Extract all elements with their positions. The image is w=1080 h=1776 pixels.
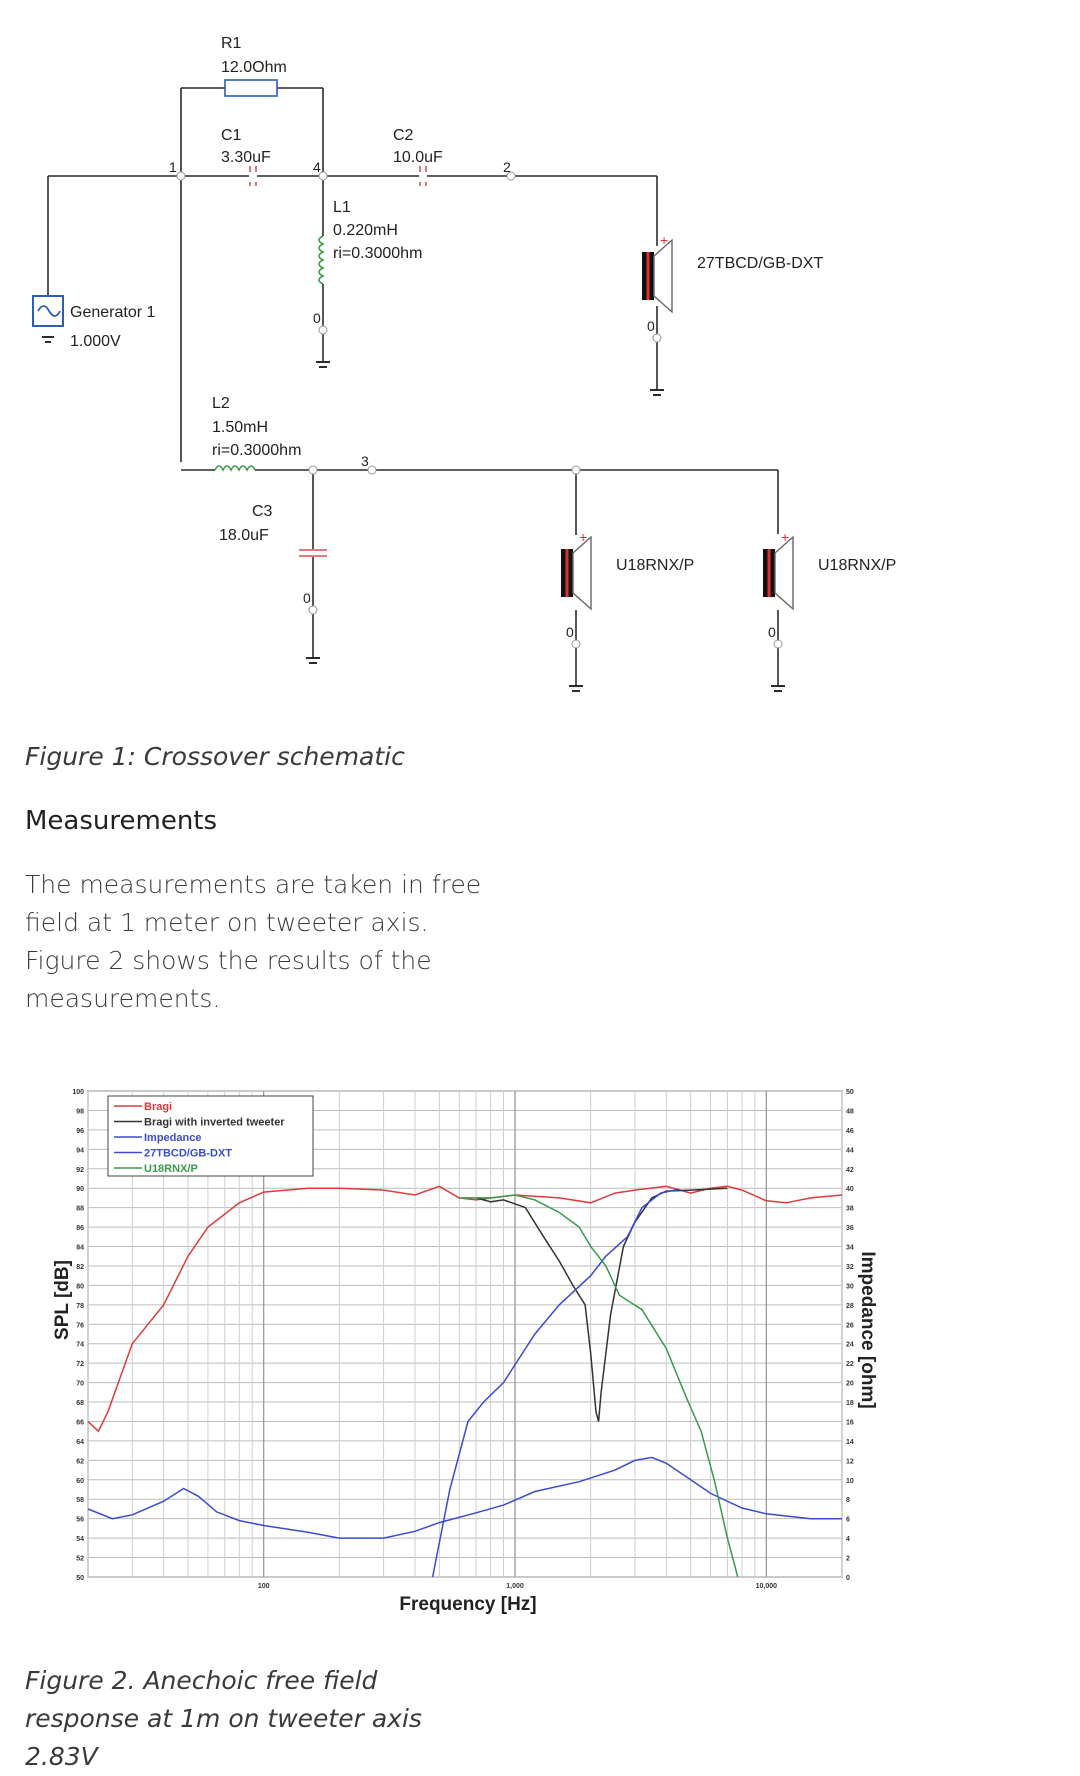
- spl-ticks: [72, 1089, 84, 1582]
- l2-ri: ri=0.3000hm: [212, 442, 302, 459]
- l1-name: L1: [333, 199, 351, 216]
- y-tick-label: 80: [76, 1283, 84, 1291]
- ground-label-woofer1: 0: [566, 624, 574, 640]
- y2-tick-label: 12: [846, 1458, 854, 1466]
- r1-name: R1: [221, 35, 242, 52]
- y-tick-label: 98: [76, 1108, 84, 1116]
- c1-name: C1: [221, 127, 242, 144]
- y-tick-label: 62: [76, 1458, 84, 1466]
- y-tick-label: 86: [76, 1225, 84, 1233]
- y2-axis-label: Impedance [ohm]: [857, 1251, 878, 1409]
- svg-text:+: +: [579, 529, 588, 545]
- y-tick-label: 76: [76, 1322, 84, 1330]
- ground-label-l1: 0: [313, 310, 321, 326]
- y-tick-label: 88: [76, 1205, 84, 1213]
- y2-tick-label: 26: [846, 1322, 854, 1330]
- node-1-label: 1: [169, 159, 177, 175]
- ground-label-c3: 0: [303, 590, 311, 606]
- generator-voltage: 1.000V: [70, 333, 121, 350]
- svg-text:+: +: [660, 232, 669, 248]
- y2-tick-label: 18: [846, 1400, 854, 1408]
- legend-label: Bragi with inverted tweeter: [144, 1116, 285, 1129]
- y2-tick-label: 2: [846, 1555, 850, 1563]
- ground-label-tweeter: 0: [647, 318, 655, 334]
- y-tick-label: 90: [76, 1186, 84, 1194]
- y2-tick-label: 8: [846, 1497, 850, 1505]
- y2-tick-label: 28: [846, 1302, 854, 1310]
- y2-tick-label: 42: [846, 1166, 854, 1174]
- y2-tick-label: 34: [846, 1244, 854, 1252]
- y-axis-label: SPL [dB]: [52, 1260, 73, 1340]
- l1-value: 0.220mH: [333, 222, 398, 239]
- c1-value: 3.30uF: [221, 149, 271, 166]
- chart-legend: [108, 1096, 313, 1176]
- y-tick-label: 54: [76, 1536, 84, 1544]
- y2-tick-label: 10: [846, 1477, 854, 1485]
- c3-name: C3: [252, 503, 273, 520]
- y-tick-label: 66: [76, 1419, 84, 1427]
- y2-tick-label: 24: [846, 1341, 854, 1349]
- y-tick-label: 56: [76, 1516, 84, 1524]
- generator-name: Generator 1: [70, 304, 156, 321]
- node-3-label: 3: [361, 453, 369, 469]
- x-tick-label: 1,000: [506, 1583, 524, 1590]
- c2-name: C2: [393, 127, 414, 144]
- node-2-label: 2: [503, 159, 511, 175]
- y-tick-label: 84: [76, 1244, 84, 1252]
- r1-value: 12.0Ohm: [221, 59, 287, 76]
- legend-label: Impedance: [144, 1132, 202, 1144]
- y2-tick-label: 20: [846, 1380, 854, 1388]
- impedance-ticks: [846, 1089, 854, 1582]
- y2-tick-label: 36: [846, 1225, 854, 1233]
- l2-name: L2: [212, 395, 230, 412]
- y2-tick-label: 50: [846, 1089, 854, 1096]
- y-tick-label: 50: [76, 1575, 84, 1582]
- y2-tick-label: 4: [846, 1536, 850, 1544]
- y-tick-label: 100: [72, 1089, 84, 1096]
- legend-label: Bragi: [144, 1101, 173, 1113]
- y-tick-label: 74: [76, 1341, 84, 1349]
- measurements-paragraph: The measurements are taken in free field at 1 meter on tweeter axis. Figure 2 shows the results of the measurements.: [25, 870, 482, 1013]
- legend-label: 27TBCD/GB-DXT: [144, 1147, 233, 1160]
- y-tick-label: 58: [76, 1497, 84, 1505]
- y2-tick-label: 48: [846, 1108, 854, 1116]
- y-tick-label: 68: [76, 1400, 84, 1408]
- x-tick-label: 10,000: [755, 1583, 778, 1590]
- tweeter-label: 27TBCD/GB-DXT: [697, 255, 824, 272]
- y2-tick-label: 40: [846, 1186, 854, 1194]
- y-tick-label: 52: [76, 1555, 84, 1563]
- y2-tick-label: 6: [846, 1516, 850, 1524]
- y-tick-label: 96: [76, 1127, 84, 1135]
- legend-box: [108, 1096, 313, 1176]
- y-tick-label: 82: [76, 1263, 84, 1271]
- frequency-ticks: [258, 1583, 777, 1590]
- legend-label: U18RNX/P: [144, 1163, 198, 1175]
- y2-tick-label: 44: [846, 1147, 854, 1155]
- y2-tick-label: 38: [846, 1205, 854, 1213]
- l2-value: 1.50mH: [212, 419, 269, 436]
- y2-tick-label: 22: [846, 1361, 854, 1369]
- ground-label-woofer2: 0: [768, 624, 776, 640]
- y2-tick-label: 0: [846, 1575, 850, 1582]
- y-tick-label: 78: [76, 1302, 84, 1310]
- y-tick-label: 70: [76, 1380, 84, 1388]
- c3-value: 18.0uF: [219, 527, 269, 544]
- y-tick-label: 60: [76, 1477, 84, 1485]
- y2-tick-label: 16: [846, 1419, 854, 1427]
- svg-text:+: +: [781, 529, 790, 545]
- y-tick-label: 94: [76, 1147, 84, 1155]
- l1-ri: ri=0.3000hm: [333, 245, 423, 262]
- woofer1-label: U18RNX/P: [616, 557, 695, 574]
- x-tick-label: 100: [257, 1583, 270, 1590]
- y-tick-label: 92: [76, 1166, 84, 1174]
- figure-2-caption: Figure 2. Anechoic free field response at 1m on tweeter axis 2.83V: [25, 1666, 422, 1771]
- y-tick-label: 72: [76, 1361, 84, 1369]
- figure-1-caption: Figure 1: Crossover schematic: [25, 742, 405, 771]
- y2-tick-label: 30: [846, 1283, 854, 1291]
- y2-tick-label: 14: [846, 1438, 854, 1446]
- y2-tick-label: 46: [846, 1127, 854, 1135]
- node-4-label: 4: [313, 159, 321, 175]
- y2-tick-label: 32: [846, 1263, 854, 1271]
- y-tick-label: 64: [76, 1438, 84, 1446]
- measurements-heading: Measurements: [25, 806, 218, 836]
- x-axis-label: Frequency [Hz]: [399, 1594, 537, 1615]
- woofer2-label: U18RNX/P: [818, 557, 897, 574]
- c2-value: 10.0uF: [393, 149, 443, 166]
